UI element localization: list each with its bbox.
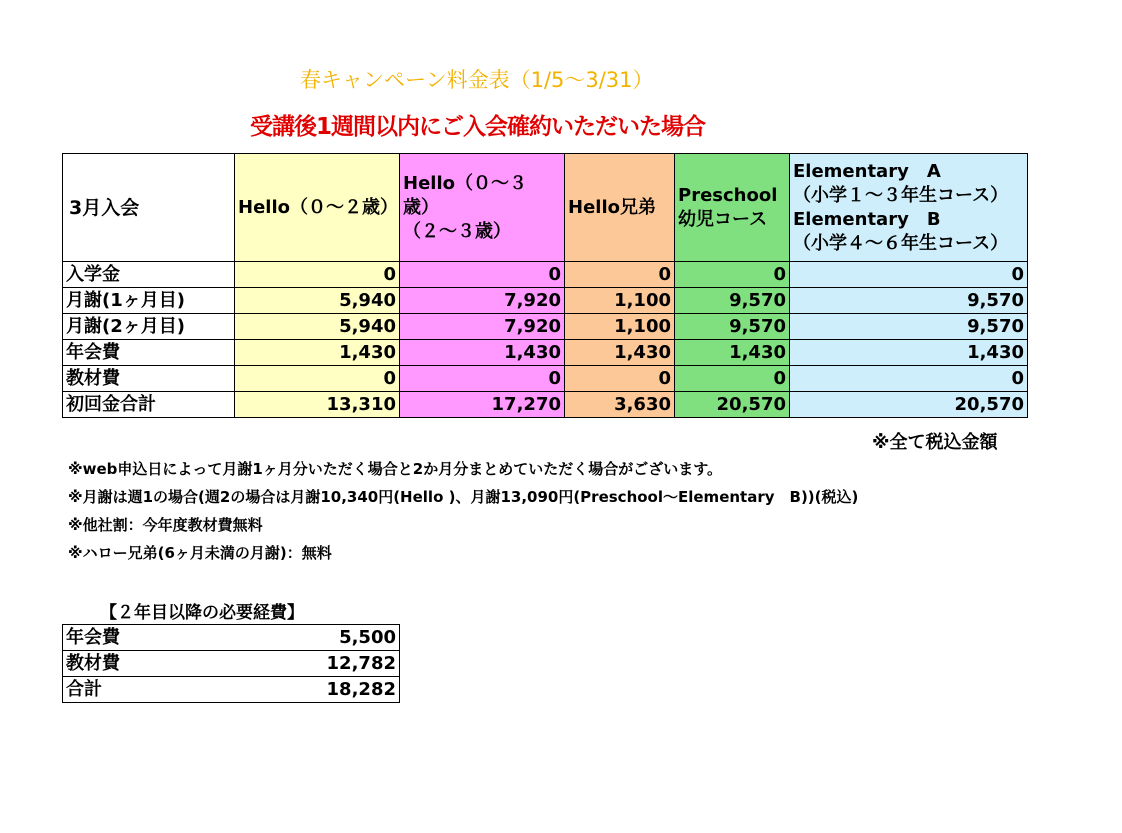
page-subtitle: 受講後1週間以内にご入会確約いただいた場合 [250, 114, 706, 140]
tax-included-note: ※全て税込金額 [872, 432, 998, 453]
fee-cell: 3,630 [565, 392, 675, 418]
fee-cell: 1,100 [565, 288, 675, 314]
fee-table-row [63, 340, 1028, 366]
row-label: 教材費 [63, 366, 235, 392]
second-year-table [62, 624, 400, 703]
fee-cell: 1,430 [235, 340, 400, 366]
second-year-row [63, 651, 400, 677]
second-year-value: 5,500 [235, 625, 400, 651]
header-elementary: Elementary A （小学１～３年生コース） Elementary B （小学４～６年生コース） [790, 154, 1028, 262]
page-title: 春キャンペーン料金表（1/5～3/31） [300, 68, 654, 92]
fee-cell: 0 [675, 366, 790, 392]
second-year-label: 年会費 [63, 625, 235, 651]
fee-cell: 5,940 [235, 314, 400, 340]
fee-cell: 9,570 [790, 314, 1028, 340]
fee-table-row [63, 288, 1028, 314]
second-year-row [63, 677, 400, 703]
second-year-row [63, 625, 400, 651]
fee-cell: 0 [790, 262, 1028, 288]
row-label: 入学金 [63, 262, 235, 288]
fee-cell: 1,430 [790, 340, 1028, 366]
fee-table-row [63, 314, 1028, 340]
fee-cell: 9,570 [675, 288, 790, 314]
note-item: ※ハロー兄弟(6ヶ月未満の月謝)：無料 [68, 544, 332, 562]
fee-cell: 1,430 [565, 340, 675, 366]
fee-cell: 13,310 [235, 392, 400, 418]
fee-cell: 0 [400, 366, 565, 392]
fee-cell: 0 [675, 262, 790, 288]
second-year-value: 12,782 [235, 651, 400, 677]
fee-cell: 17,270 [400, 392, 565, 418]
header-hello-siblings: Hello兄弟 [565, 154, 675, 262]
fee-cell: 5,940 [235, 288, 400, 314]
notes-list [68, 458, 858, 570]
row-label: 年会費 [63, 340, 235, 366]
fee-cell: 0 [790, 366, 1028, 392]
fee-cell: 1,430 [400, 340, 565, 366]
fee-cell: 7,920 [400, 288, 565, 314]
fee-cell: 9,570 [675, 314, 790, 340]
fee-cell: 9,570 [790, 288, 1028, 314]
fee-table-header-row [63, 154, 1028, 262]
fee-cell: 20,570 [675, 392, 790, 418]
second-year-title: 【２年目以降の必要経費】 [100, 603, 304, 623]
fee-cell: 1,100 [565, 314, 675, 340]
note-item: ※月謝は週1の場合(週2の場合は月謝10,340円(Hello )、月謝13,090円(Preschool～Elementary B))(税込) [68, 488, 859, 506]
second-year-value: 18,282 [235, 677, 400, 703]
fee-cell: 0 [235, 366, 400, 392]
note-item: ※他社割：今年度教材費無料 [68, 516, 263, 534]
fee-cell: 1,430 [675, 340, 790, 366]
fee-cell: 7,920 [400, 314, 565, 340]
row-label: 初回金合計 [63, 392, 235, 418]
fee-cell: 0 [235, 262, 400, 288]
fee-table-corner: 3月入会 [63, 154, 235, 262]
fee-table-row [63, 262, 1028, 288]
fee-table [62, 153, 1028, 418]
fee-table-row [63, 366, 1028, 392]
row-label: 月謝(1ヶ月目) [63, 288, 235, 314]
fee-cell: 0 [565, 366, 675, 392]
header-hello-0-3: Hello（０～３歳） （２～３歳） [400, 154, 565, 262]
fee-table-row [63, 392, 1028, 418]
note-item: ※web申込日によって月謝1ヶ月分いただく場合と2か月分まとめていただく場合がございます。 [68, 460, 723, 478]
fee-cell: 20,570 [790, 392, 1028, 418]
row-label: 月謝(2ヶ月目) [63, 314, 235, 340]
header-preschool: Preschool 幼児コース [675, 154, 790, 262]
fee-cell: 0 [565, 262, 675, 288]
header-hello-0-2: Hello（０～２歳） [235, 154, 400, 262]
fee-cell: 0 [400, 262, 565, 288]
second-year-label: 教材費 [63, 651, 235, 677]
second-year-label: 合計 [63, 677, 235, 703]
